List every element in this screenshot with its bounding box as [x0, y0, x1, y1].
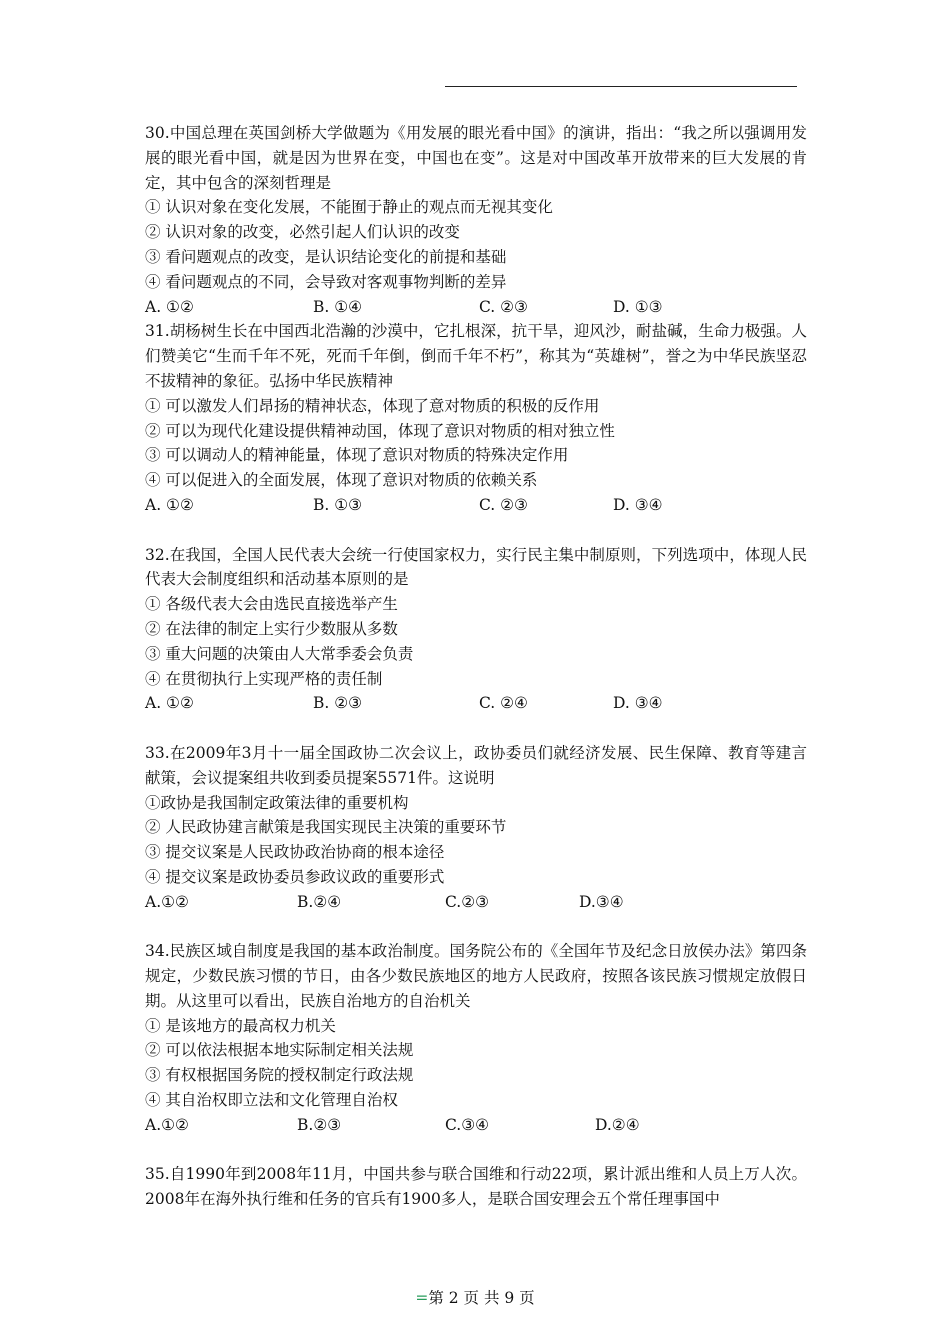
answer-choices: [145, 890, 807, 915]
option-4: ④ 可以促进入的全面发展，体现了意识对物质的依赖关系: [145, 471, 538, 490]
answer-choices: [145, 1113, 807, 1138]
choice-b: B. ①③: [313, 495, 363, 514]
choice-c: C.③④: [445, 1115, 490, 1134]
choice-b: B. ②③: [313, 694, 363, 713]
choice-c: C. ②③: [479, 495, 528, 514]
choice-a: A. ①②: [145, 495, 194, 514]
choice-c: C. ②③: [479, 297, 528, 316]
page-footer: [0, 1286, 950, 1308]
choice-d: D.③④: [579, 892, 624, 911]
question-31: [145, 319, 807, 517]
option-1: ① 认识对象在变化发展，不能囿于静止的观点而无视其变化: [145, 198, 553, 217]
option-1: ① 各级代表大会由选民直接选举产生: [145, 595, 398, 614]
option-3: ③ 重大问题的决策由人大常季委会负责: [145, 644, 414, 663]
choice-b: B. ①④: [313, 297, 363, 316]
question-text: 30.中国总理在英国剑桥大学做题为《用发展的眼光看中国》的演讲，指出：“我之所以强调用发展的眼光看中国，就是因为世界在变，中国也在变”。这是对中国改革开放带来的巨大发展的肯定，其中包含的深刻哲理是: [145, 124, 807, 192]
option-2: ② 可以依法根据本地实际制定相关法规: [145, 1041, 414, 1060]
question-32: [145, 543, 807, 717]
question-33: [145, 741, 807, 915]
question-text: 33.在2009年3月十一届全国政协二次会议上，政协委员们就经济发展、民生保障、教育等建言献策，会议提案组共收到委员提案5571件。这说明: [145, 743, 807, 787]
choice-b: B.②③: [297, 1115, 342, 1134]
choice-d: D. ③④: [613, 694, 663, 713]
option-4: ④ 在贯彻执行上实现严格的责任制: [145, 669, 383, 688]
choice-a: A. ①②: [145, 694, 194, 713]
option-2: ② 人民政协建言献策是我国实现民主决策的重要环节: [145, 818, 507, 837]
option-1: ①政协是我国制定政策法律的重要机构: [145, 793, 409, 812]
answer-choices: [145, 295, 807, 320]
spacer: [145, 1138, 807, 1163]
option-4: ④ 提交议案是政协委员参政议政的重要形式: [145, 867, 445, 886]
question-30: [145, 121, 807, 319]
choice-d: D.②④: [595, 1115, 640, 1134]
spacer: [145, 518, 807, 543]
question-text: 35.自1990年到2008年11月，中国共参与联合国维和行动22项，累计派出维和人员上万人次。2008年在海外执行维和任务的官兵有1900多人，是联合国安理会五个常任理事国中: [145, 1165, 807, 1209]
option-4: ④ 看问题观点的不同，会导致对客观事物判断的差异: [145, 272, 507, 291]
choice-c: C. ②④: [479, 694, 528, 713]
spacer: [145, 915, 807, 940]
option-3: ③ 可以调动人的精神能量，体现了意识对物质的特殊决定作用: [145, 446, 569, 465]
choice-c: C.②③: [445, 892, 490, 911]
option-1: ① 可以激发人们昂扬的精神状态，体现了意对物质的积极的反作用: [145, 396, 600, 415]
option-1: ① 是该地方的最高权力机关: [145, 1016, 336, 1035]
choice-a: A. ①②: [145, 297, 194, 316]
option-2: ② 在法律的制定上实行少数服从多数: [145, 619, 398, 638]
page-content: [145, 121, 807, 1212]
choice-a: A.①②: [145, 1115, 189, 1134]
option-3: ③ 提交议案是人民政协政治协商的根本途径: [145, 843, 445, 862]
choice-d: D. ③④: [613, 495, 663, 514]
question-text: 31.胡杨树生长在中国西北浩瀚的沙漠中，它扎根深，抗干旱，迎风沙，耐盐碱，生命力极强。人们赞美它“生而千年不死，死而千年倒，倒而千年不朽”，称其为“英雄树”，誉之为中华民族坚忍不拔精神的象征。弘扬中华民族精神: [145, 322, 807, 390]
choice-d: D. ①③: [613, 297, 663, 316]
choice-b: B.②④: [297, 892, 342, 911]
spacer: [145, 716, 807, 741]
question-35: [145, 1162, 807, 1212]
question-text: 34.民族区域自制度是我国的基本政治制度。国务院公布的《全国年节及纪念日放侯办法》第四条规定，少数民族习惯的节日，由各少数民族地区的地方人民政府，按照各该民族习惯规定放假日期。从这里可以看出，民族自治地方的自治机关: [145, 942, 807, 1010]
answer-choices: [145, 493, 807, 518]
question-text: 32.在我国，全国人民代表大会统一行使国家权力，实行民主集中制原则，下列选项中，体现人民代表大会制度组织和活动基本原则的是: [145, 545, 807, 589]
option-4: ④ 其自治权即立法和文化管理自治权: [145, 1091, 398, 1110]
question-34: [145, 939, 807, 1137]
header-rule: [445, 86, 797, 87]
option-3: ③ 看问题观点的改变，是认识结论变化的前提和基础: [145, 247, 507, 266]
footer-mark: =: [415, 1289, 429, 1307]
option-3: ③ 有权根据国务院的授权制定行政法规: [145, 1066, 414, 1085]
answer-choices: [145, 691, 807, 716]
option-2: ② 可以为现代化建设提供精神动国，体现了意识对物质的相对独立性: [145, 421, 615, 440]
choice-a: A.①②: [145, 892, 189, 911]
option-2: ② 认识对象的改变，必然引起人们认识的改变: [145, 223, 460, 242]
page-number: 第 2 页 共 9 页: [428, 1289, 535, 1307]
